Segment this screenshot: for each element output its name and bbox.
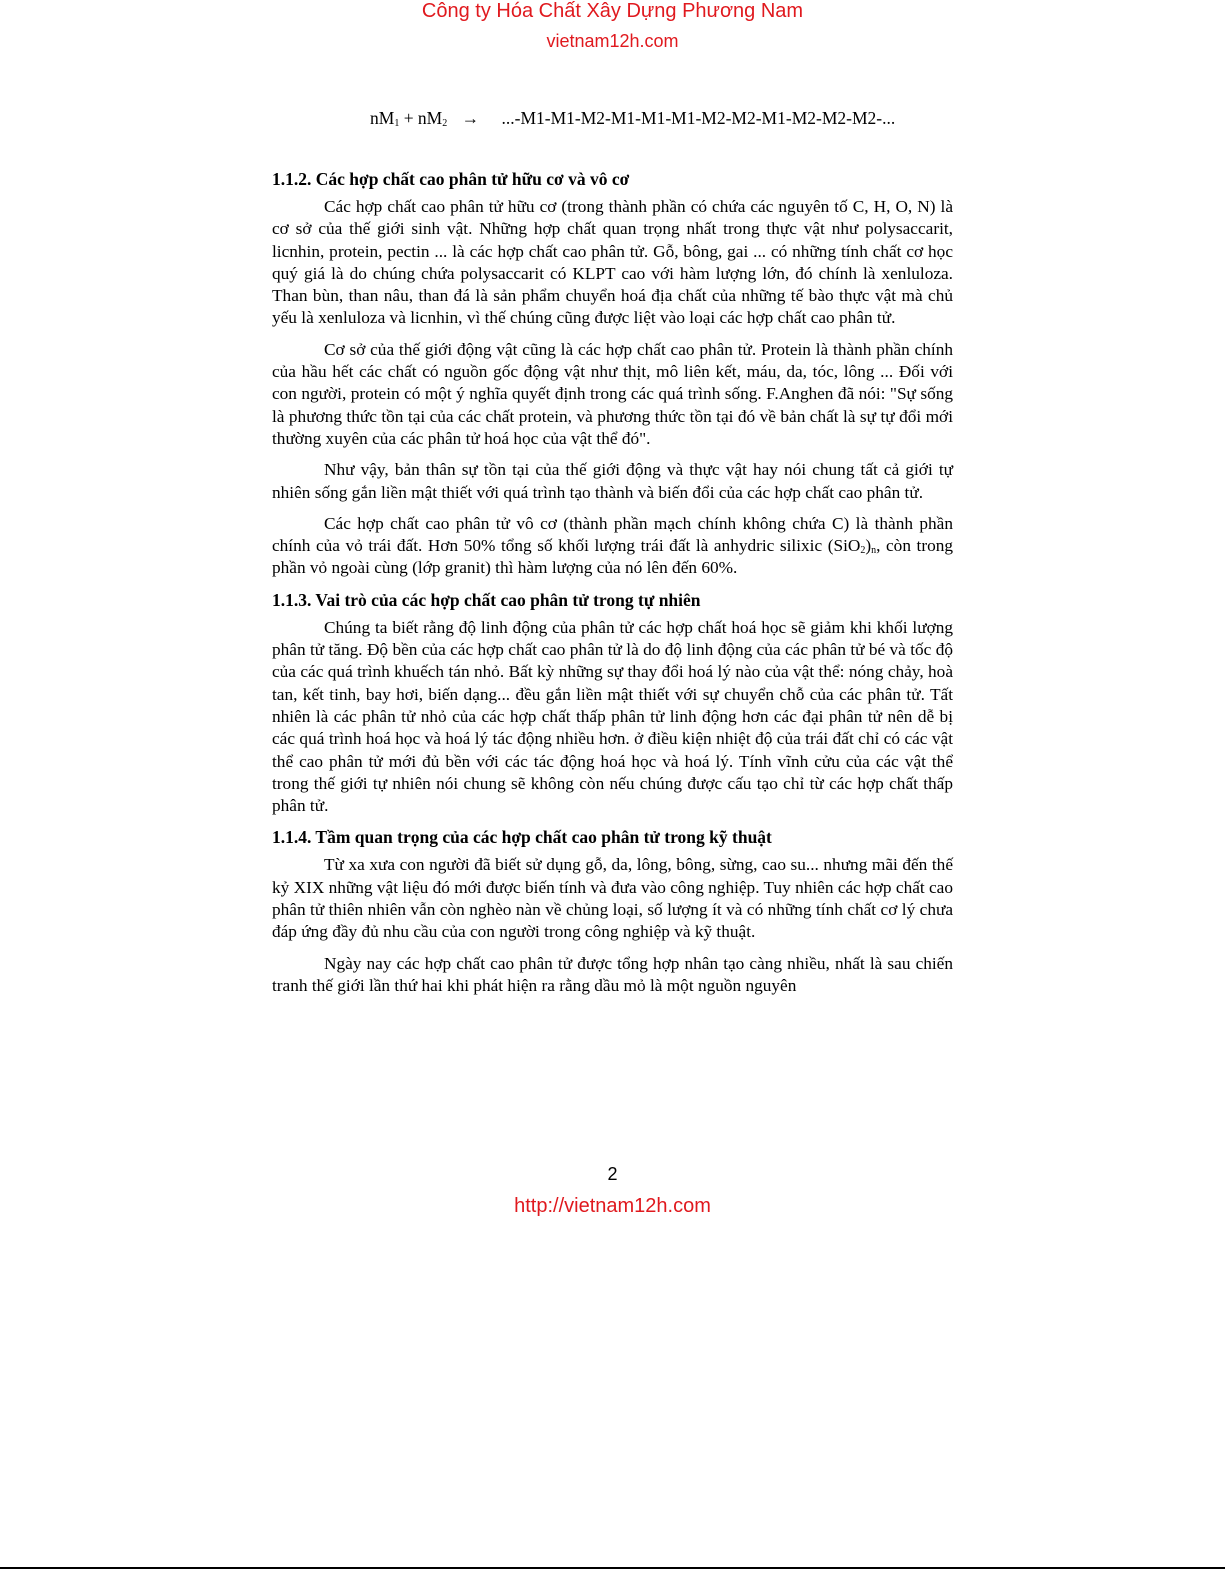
- paragraph: [272, 513, 953, 580]
- bottom-divider: [0, 1567, 1225, 1569]
- equation-sub-a: 1: [394, 118, 400, 129]
- subscript: 2: [860, 545, 866, 557]
- paragraph: Ngày nay các hợp chất cao phân tử được tổng hợp nhân tạo càng nhiều, nhất là sau chiến tranh thế giới lần thứ hai khi phát hiện ra rằng dầu mỏ là một nguồn nguyên: [272, 953, 953, 995]
- paragraph: Chúng ta biết rằng độ linh động của phân tử các hợp chất hoá học sẽ giảm khi khối lượng phân tử tăng. Độ bền của các hợp chất cao phân tử là do độ linh động của các phân tử bé và tốc độ của các quá trình khuếch tán nhỏ. Bất kỳ những sự thay đổi hoá lý nào của vật thể: nóng chảy, hoà tan, kết tinh, bay hơi, biến dạng... đều gắn liền mật thiết với sự chuyển chỗ của các phân tử. Tất nhiên là các phân tử nhỏ của các hợp chất thấp phân tử linh động hơn các đại phân tử nên dễ bị các quá trình hoá học và hoá lý tác động nhiều hơn. ở điều kiện nhiệt độ của trái đất chỉ có các vật thể cao phân tử mới đủ bền với các tác động hoá học và hoá lý. Tính vĩnh cửu của các vật thể trong thế giới tự nhiên nói chung sẽ không còn nếu chúng được cấu tạo chỉ từ các hợp chất thấp phân tử.: [272, 617, 953, 816]
- equation-term-b: + nM: [399, 108, 443, 128]
- footer-link[interactable]: http://vietnam12h.com: [514, 1195, 711, 1217]
- section-title-1-1-2: 1.1.2. Các hợp chất cao phân tử hữu cơ và vô cơ: [272, 169, 630, 189]
- text-run: ): [865, 536, 872, 556]
- equation-product: ...-M1-M1-M2-M1-M1-M1-M2-M2-M1-M2-M2-M2-...: [501, 108, 896, 128]
- equation-term-a: nM: [370, 108, 395, 128]
- paragraph: Như vậy, bản thân sự tồn tại của thế giới động và thực vật hay nói chung tất cả giới tự nhiên sống gắn liền mật thiết với quá trình tạo thành và biến đổi của các hợp chất cao phân tử.: [272, 460, 953, 502]
- paragraph: Từ xa xưa con người đã biết sử dụng gỗ, da, lông, bông, sừng, cao su... nhưng mãi đến thế kỷ XIX những vật liệu đó mới được biến tính và đưa vào công nghiệp. Tuy nhiên các hợp chất cao phân tử thiên nhiên vẫn còn nghèo nàn về chủng loại, số lượng ít và có những tính chất cơ lý chưa đáp ứng đầy đủ nhu cầu của con người trong công nghiệp và kỹ thuật.: [272, 855, 953, 942]
- document-body: [272, 168, 953, 1006]
- page-number: 2: [607, 1164, 618, 1184]
- section-title-1-1-3: 1.1.3. Vai trò của các hợp chất cao phân tử trong tự nhiên: [272, 589, 701, 610]
- equation-sub-b: 2: [442, 118, 448, 129]
- polymer-equation: [370, 108, 895, 129]
- text-run: , còn trong phần vỏ ngoài cùng (lớp granit) thì hàm lượng của nó lên đến 60%.: [272, 536, 953, 578]
- company-header: Công ty Hóa Chất Xây Dựng Phương Nam: [421, 0, 804, 22]
- paragraph: Cơ sở của thế giới động vật cũng là các hợp chất cao phân tử. Protein là thành phần chính của hầu hết các chất có nguồn gốc động vật như thịt, mô liên kết, máu, da, tóc, lông ... Đối với con người, protein có một ý nghĩa quyết định trong các quá trình sống. F.Anghen đã nói: "Sự sống là phương thức tồn tại của các chất protein, và phương thức tồn tại đó về bản chất là sự tự đổi mới thường xuyên của các phân tử hoá học của vật thể đó".: [272, 339, 953, 448]
- text-run: Các hợp chất cao phân tử vô cơ (thành phần mạch chính không chứa C) là thành phần chính của vỏ trái đất. Hơn 50% tổng số khối lượng trái đất là anhydric silixic (SiO: [272, 513, 953, 556]
- paragraph: Các hợp chất cao phân tử hữu cơ (trong thành phần có chứa các nguyên tố C, H, O, N) là cơ sở của thế giới sinh vật. Những hợp chất quan trọng nhất trong thực vật như polysaccarit, licnhin, protein, pectin ... là các hợp chất cao phân tử. Gỗ, bông, gai ... có những tính chất cơ học quý giá là do chúng chứa polysaccarit có KLPT cao với hàm lượng lớn, đó chính là xenluloza. Than bùn, than nâu, than đá là sản phẩm chuyển hoá địa chất của những tế bào thực vật mà chủ yếu là xenluloza và licnhin, vì thế chúng cũng được liệt vào loại các hợp chất cao phân tử.: [272, 197, 953, 328]
- subscript: n: [871, 545, 877, 557]
- section-title-1-1-4: 1.1.4. Tầm quan trọng của các hợp chất cao phân tử trong kỹ thuật: [272, 827, 772, 848]
- site-header: vietnam12h.com: [546, 31, 679, 51]
- arrow-icon: →: [461, 108, 480, 128]
